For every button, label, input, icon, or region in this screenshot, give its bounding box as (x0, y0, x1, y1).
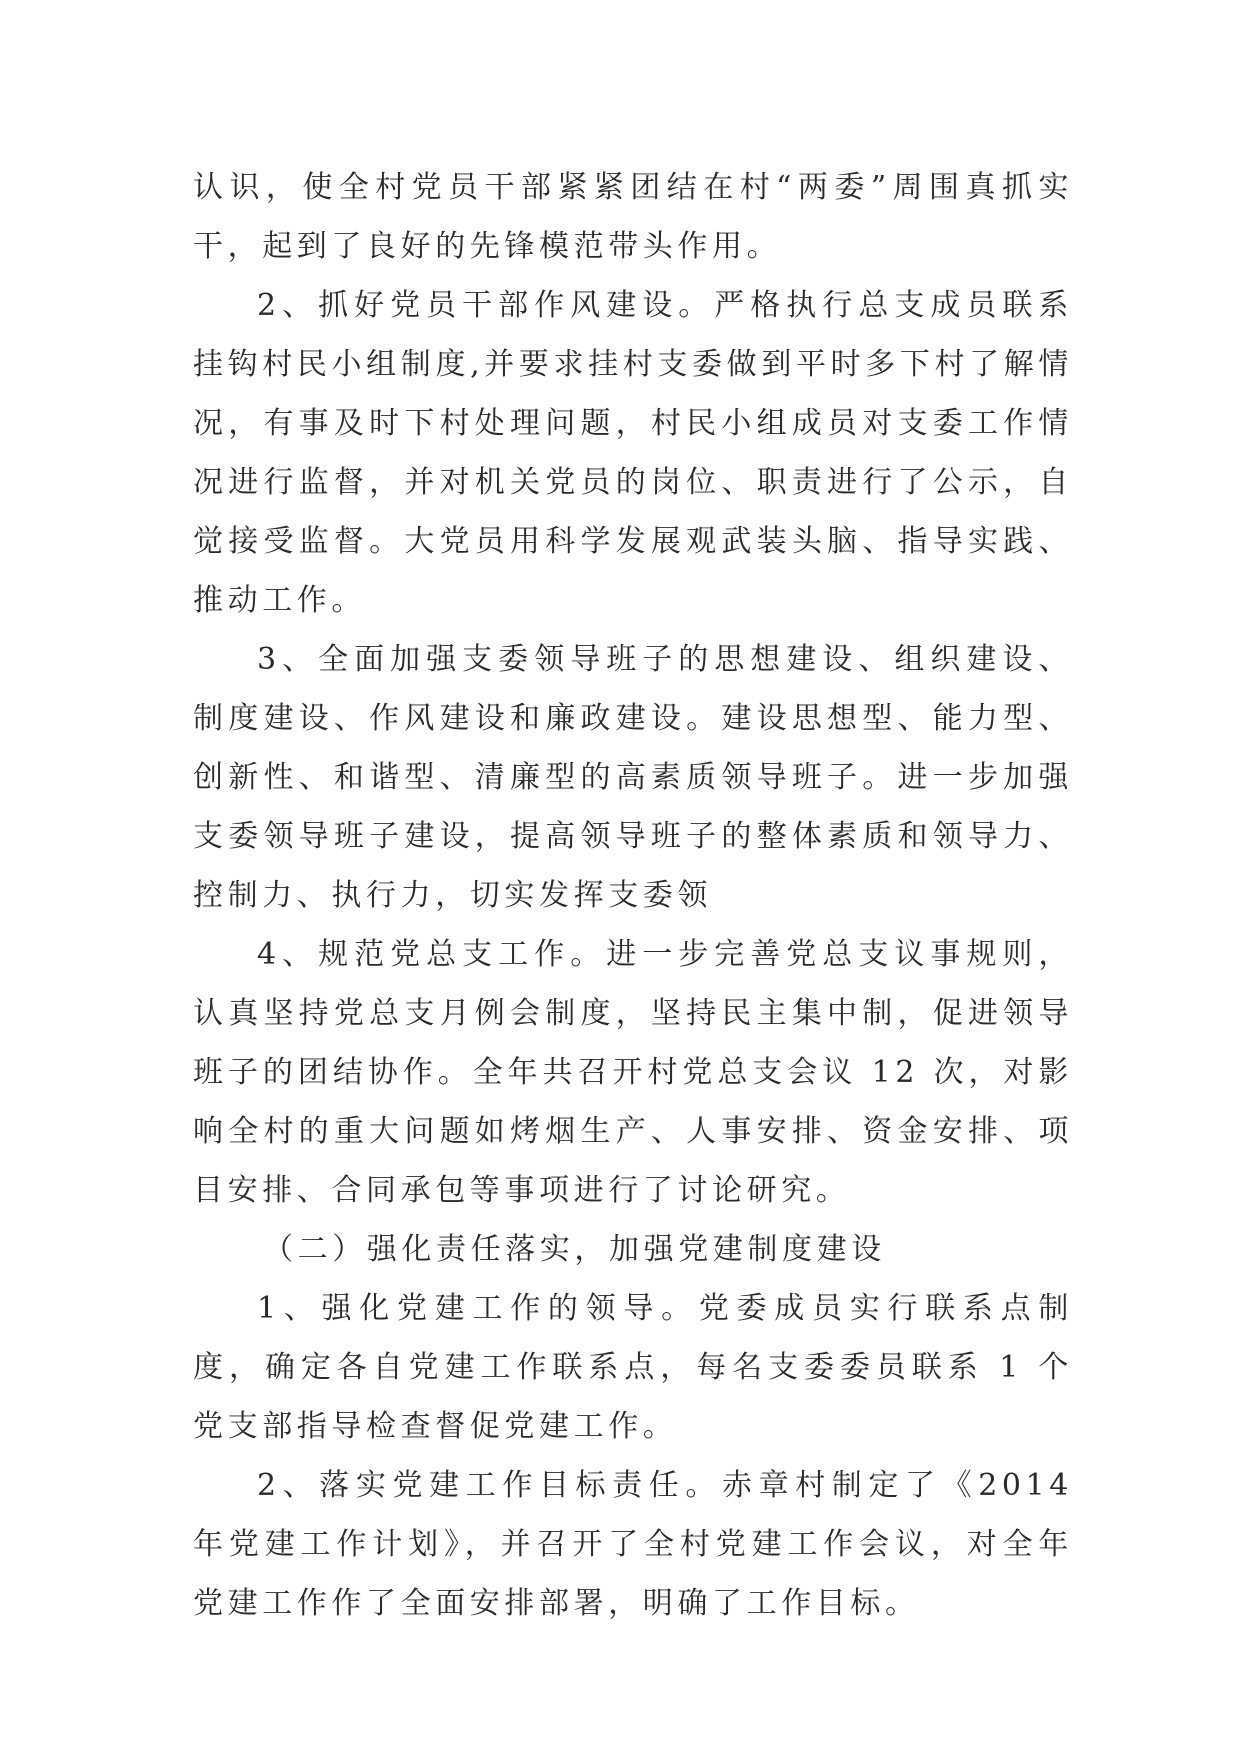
paragraph-3-leadership: 3、全面加强支委领导班子的思想建设、组织建设、制度建设、作风建设和廉政建设。建设思想型、能力型、创新性、和谐型、清廉型的高素质领导班子。进一步加强支委领导班子建设，提高领导班子的整体素质和领导力、控制力、执行力，切实发挥支委领 (193, 642, 1073, 913)
paragraph-1-strengthen-leadership: 1、强化党建工作的领导。党委成员实行联系点制度，确定各自党建工作联系点，每名支委委员联系 1 个党支部指导检查督促党建工作。 (193, 1291, 1073, 1444)
document-body (193, 158, 1073, 1633)
paragraph-continued: 认识，使全村党员干部紧紧团结在村“两委”周围真抓实干，起到了良好的先锋模范带头作用。 (193, 170, 1073, 264)
paragraph-2-cadre-style: 2、抓好党员干部作风建设。严格执行总支成员联系挂钩村民小组制度,并要求挂村支委做到平时多下村了解情况，有事及时下村处理问题，村民小组成员对支委工作情况进行监督，并对机关党员的岗位、职责进行了公示，自觉接受监督。大党员用科学发展观武装头脑、指导实践、推动工作。 (193, 288, 1073, 618)
section-heading: （二）强化责任落实，加强党建制度建设 (263, 1232, 886, 1267)
paragraph-4-regulate-work: 4、规范党总支工作。进一步完善党总支议事规则，认真坚持党总支月例会制度，坚持民主集中制，促进领导班子的团结协作。全年共召开村党总支会议 12 次，对影响全村的重大问题如烤烟生产、人事安排、资金安排、项目安排、合同承包等事项进行了讨论研究。 (193, 937, 1073, 1208)
paragraph-2-target-responsibility: 2、落实党建工作目标责任。赤章村制定了《2014 年党建工作计划》，并召开了全村党建工作会议，对全年党建工作作了全面安排部署，明确了工作目标。 (193, 1468, 1073, 1621)
